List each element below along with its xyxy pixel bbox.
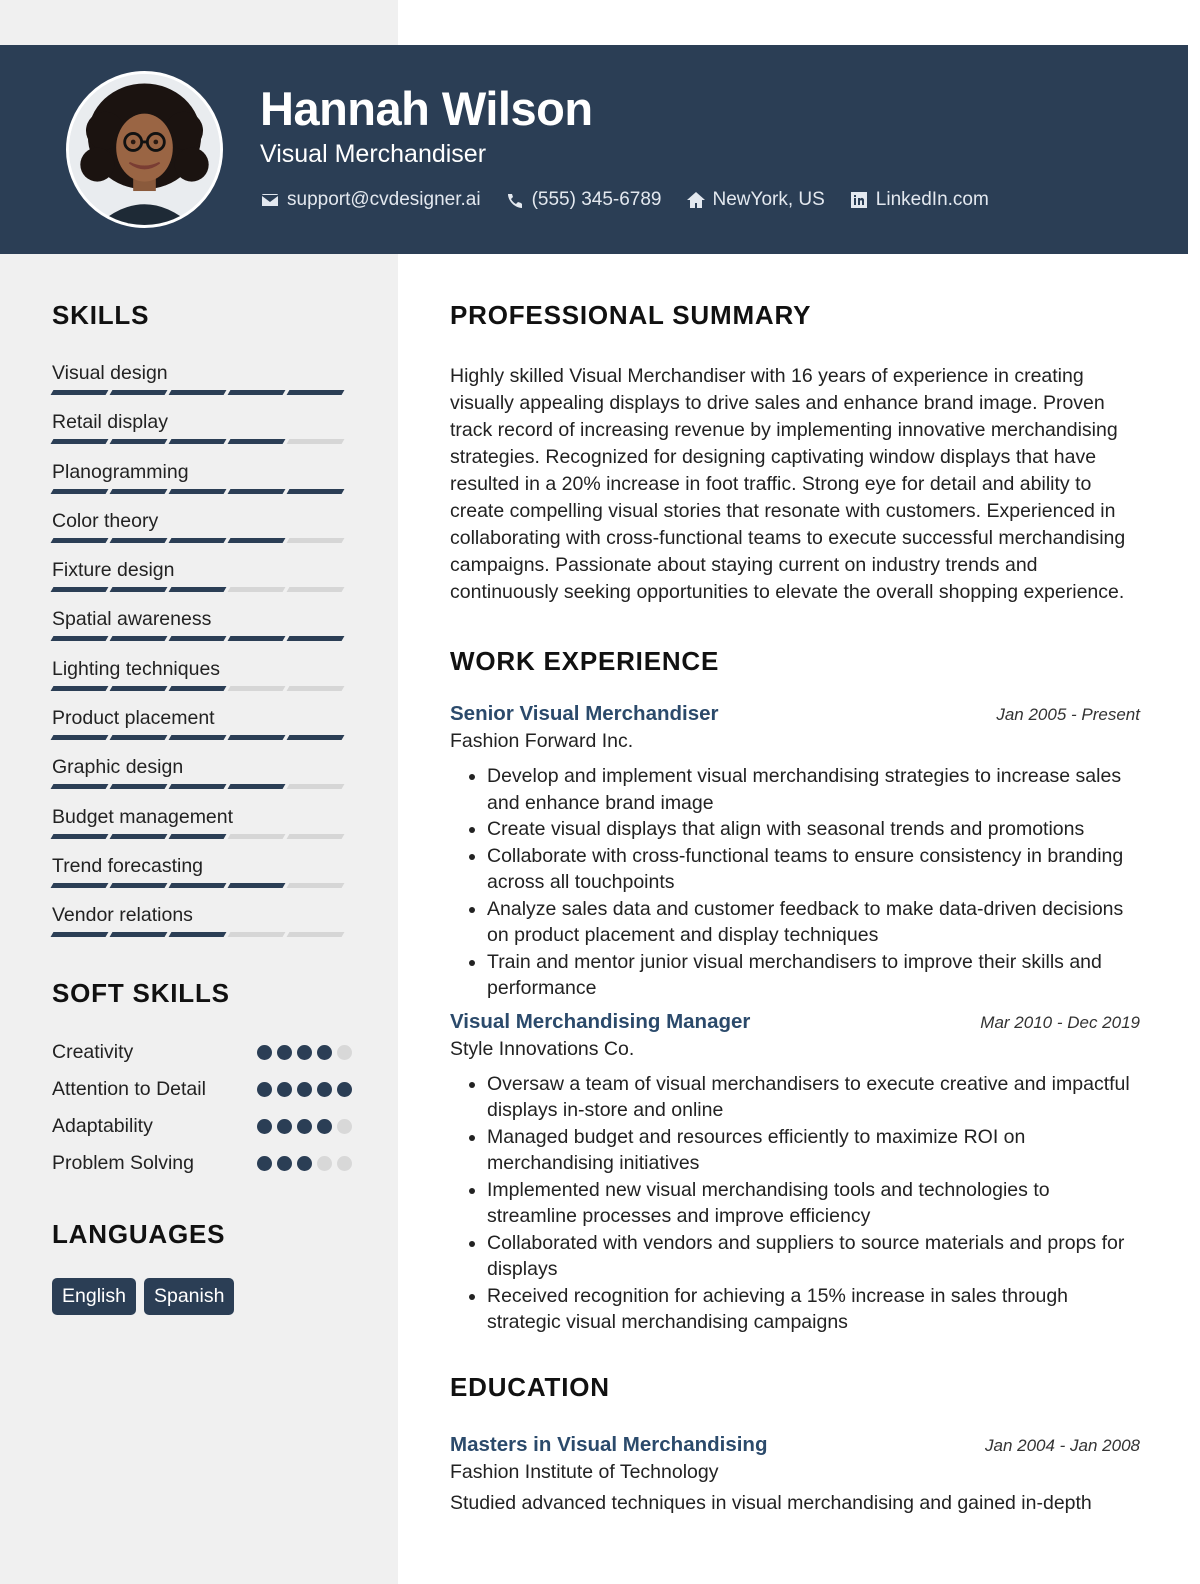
soft-skills-list bbox=[52, 1039, 352, 1176]
contact-linkedin[interactable] bbox=[849, 189, 989, 211]
skill-level-bar bbox=[52, 587, 352, 592]
skill-level-bar bbox=[52, 636, 352, 641]
linkedin-icon bbox=[849, 190, 869, 210]
job-header bbox=[450, 702, 1140, 726]
rating-dot-filled bbox=[277, 1156, 292, 1171]
skill-name: Trend forecasting bbox=[52, 854, 204, 877]
skill-name: Planogramming bbox=[52, 460, 189, 483]
skill-level-segment-filled bbox=[287, 636, 345, 641]
education-dates: Jan 2004 - Jan 2008 bbox=[984, 1435, 1140, 1455]
skill-name: Vendor relations bbox=[52, 904, 193, 927]
skill-level-segment-filled bbox=[228, 735, 286, 740]
rating-dot-filled bbox=[317, 1045, 332, 1060]
skill-name: Graphic design bbox=[52, 756, 184, 779]
skill-level-bar bbox=[52, 834, 352, 839]
contact-row bbox=[260, 189, 989, 211]
skill-level-segment-filled bbox=[110, 439, 168, 444]
job-entry bbox=[450, 1010, 1140, 1336]
skill-level-segment-empty bbox=[287, 932, 345, 937]
skill-level-segment-filled bbox=[51, 489, 109, 494]
skill-name: Budget management bbox=[52, 805, 234, 828]
skill-level-segment-filled bbox=[51, 686, 109, 691]
job-bullet: • Managed budget and resources efficiently to maximize ROI on merchandising initiatives bbox=[487, 1124, 1140, 1177]
skill-level-segment-empty bbox=[228, 932, 286, 937]
linkedin-text: LinkedIn.com bbox=[875, 189, 989, 210]
skill-level-segment-filled bbox=[51, 784, 109, 789]
soft-skill-name: Adaptability bbox=[52, 1114, 153, 1137]
skill-level-segment-filled bbox=[169, 834, 227, 839]
skill-level-segment-filled bbox=[51, 587, 109, 592]
skill-level-segment-filled bbox=[169, 439, 227, 444]
education-school: Fashion Institute of Technology bbox=[450, 1460, 719, 1483]
rating-dot-filled bbox=[317, 1119, 332, 1134]
job-entry bbox=[450, 702, 1140, 1002]
skill-level-segment-empty bbox=[287, 686, 345, 691]
skill-level-segment-filled bbox=[169, 932, 227, 937]
skill-level-bar bbox=[52, 735, 352, 740]
skill-name: Fixture design bbox=[52, 559, 175, 582]
summary-text: Highly skilled Visual Merchandiser with 16 years of experience in creating visually appealing displays to drive sales and enhance brand image. Proven track record of increasing revenue by implementing innovative merchandising strategies. Recognized for designing captivating window displays that have resulted in a 20% increase in foot traffic. Strong eye for detail and ability to create compelling visual stories that resonate with customers. Experienced in collaborating with cross-functional teams to execute successful merchandising campaigns. Passionate about staying current on industry trends and continuously seeking opportunities to elevate the overall shopping experience. bbox=[450, 365, 1126, 603]
rating-dot-filled bbox=[257, 1156, 272, 1171]
skill-item bbox=[52, 509, 352, 558]
skill-level-bar bbox=[52, 439, 352, 444]
skill-item bbox=[52, 755, 352, 804]
rating-dot-empty bbox=[317, 1156, 332, 1171]
job-bullet: • Oversaw a team of visual merchandisers to execute creative and impactful displays in-store and online bbox=[487, 1071, 1140, 1124]
job-bullets bbox=[450, 763, 1140, 1002]
skill-name: Spatial awareness bbox=[52, 608, 212, 631]
rating-dot-empty bbox=[337, 1119, 352, 1134]
phone-text: (555) 345-6789 bbox=[531, 189, 662, 210]
skill-level-segment-filled bbox=[169, 784, 227, 789]
skill-level-bar bbox=[52, 883, 352, 888]
contact-location bbox=[686, 189, 825, 211]
phone-icon bbox=[505, 190, 525, 210]
rating-dot-filled bbox=[277, 1082, 292, 1097]
rating-dot-filled bbox=[277, 1119, 292, 1134]
job-dates: Mar 2010 - Dec 2019 bbox=[980, 1012, 1140, 1032]
skill-level-segment-filled bbox=[287, 735, 345, 740]
rating-dot-filled bbox=[257, 1082, 272, 1097]
main-content bbox=[450, 300, 1140, 1517]
soft-skill-rating bbox=[257, 1119, 352, 1134]
skill-item bbox=[52, 558, 352, 607]
skill-name: Retail display bbox=[52, 411, 168, 434]
rating-dot-filled bbox=[297, 1156, 312, 1171]
languages-list bbox=[52, 1278, 352, 1315]
skill-level-segment-empty bbox=[228, 686, 286, 691]
candidate-name: Hannah Wilson bbox=[260, 82, 593, 135]
soft-skill-item bbox=[52, 1113, 352, 1139]
experience-heading: WORK EXPERIENCE bbox=[450, 646, 720, 676]
skill-item bbox=[52, 607, 352, 656]
skill-level-segment-filled bbox=[51, 932, 109, 937]
sidebar bbox=[52, 300, 352, 1315]
skill-level-segment-filled bbox=[287, 489, 345, 494]
rating-dot-filled bbox=[297, 1082, 312, 1097]
skill-item bbox=[52, 706, 352, 755]
rating-dot-filled bbox=[297, 1045, 312, 1060]
email-text: support@cvdesigner.ai bbox=[287, 189, 481, 210]
skill-level-segment-filled bbox=[51, 636, 109, 641]
education-header bbox=[450, 1433, 1140, 1457]
job-company: Style Innovations Co. bbox=[450, 1037, 635, 1060]
skill-level-segment-filled bbox=[110, 390, 168, 395]
skill-item bbox=[52, 657, 352, 706]
contact-email[interactable] bbox=[260, 189, 481, 211]
skill-item bbox=[52, 903, 352, 952]
language-badge: English bbox=[52, 1278, 136, 1315]
profile-photo bbox=[69, 74, 220, 225]
avatar bbox=[66, 71, 223, 228]
skill-level-segment-filled bbox=[110, 883, 168, 888]
job-header bbox=[450, 1010, 1140, 1034]
education-entry bbox=[450, 1433, 1140, 1517]
skills-heading: SKILLS bbox=[52, 300, 150, 330]
rating-dot-filled bbox=[257, 1119, 272, 1134]
education-list bbox=[450, 1433, 1140, 1517]
job-bullet: • Analyze sales data and customer feedback to make data-driven decisions on product placement and display techniques bbox=[487, 896, 1140, 949]
skill-level-bar bbox=[52, 784, 352, 789]
job-bullet: • Collaborate with cross-functional teams to ensure consistency in branding across all touchpoints bbox=[487, 843, 1140, 896]
skill-level-segment-filled bbox=[228, 489, 286, 494]
skill-level-segment-filled bbox=[110, 834, 168, 839]
education-description: Studied advanced techniques in visual merchandising and gained in-depth bbox=[450, 1491, 1092, 1514]
skill-level-segment-filled bbox=[228, 784, 286, 789]
skill-level-segment-filled bbox=[110, 932, 168, 937]
job-role: Visual Merchandising Manager bbox=[450, 1009, 751, 1033]
skill-level-segment-empty bbox=[287, 538, 345, 543]
skill-level-bar bbox=[52, 686, 352, 691]
education-heading: EDUCATION bbox=[450, 1371, 610, 1402]
skill-level-segment-empty bbox=[287, 439, 345, 444]
skill-level-segment-filled bbox=[287, 390, 345, 395]
skill-level-segment-filled bbox=[51, 883, 109, 888]
soft-skill-rating bbox=[257, 1156, 352, 1171]
rating-dot-filled bbox=[337, 1082, 352, 1097]
skill-item bbox=[52, 854, 352, 903]
skill-level-segment-filled bbox=[51, 834, 109, 839]
skill-level-segment-filled bbox=[169, 686, 227, 691]
job-dates: Jan 2005 - Present bbox=[996, 705, 1140, 724]
skill-level-segment-filled bbox=[51, 439, 109, 444]
candidate-title: Visual Merchandiser bbox=[260, 140, 487, 168]
skill-level-segment-filled bbox=[110, 735, 168, 740]
skill-level-segment-filled bbox=[228, 538, 286, 543]
skill-level-segment-empty bbox=[228, 834, 286, 839]
skill-item bbox=[52, 460, 352, 509]
job-company: Fashion Forward Inc. bbox=[450, 730, 634, 752]
soft-skill-name: Attention to Detail bbox=[52, 1077, 206, 1100]
job-bullet: • Develop and implement visual merchandising strategies to increase sales and enhance brand image bbox=[487, 763, 1140, 816]
skill-level-segment-filled bbox=[110, 587, 168, 592]
job-bullet: • Collaborated with vendors and suppliers to source materials and props for displays bbox=[487, 1230, 1140, 1283]
rating-dot-filled bbox=[257, 1045, 272, 1060]
skill-level-segment-filled bbox=[228, 636, 286, 641]
rating-dot-filled bbox=[297, 1119, 312, 1134]
skill-item bbox=[52, 805, 352, 854]
skill-level-segment-filled bbox=[169, 538, 227, 543]
skill-level-segment-filled bbox=[110, 686, 168, 691]
skill-name: Color theory bbox=[52, 509, 159, 532]
skill-level-segment-filled bbox=[169, 636, 227, 641]
skill-level-segment-empty bbox=[287, 587, 345, 592]
job-bullet: • Train and mentor junior visual merchandisers to improve their skills and performance bbox=[487, 949, 1140, 1002]
job-bullet: • Received recognition for achieving a 15% increase in sales through strategic visual merchandising campaigns bbox=[487, 1283, 1140, 1336]
rating-dot-filled bbox=[277, 1045, 292, 1060]
soft-skills-heading: SOFT SKILLS bbox=[52, 977, 230, 1008]
rating-dot-empty bbox=[337, 1156, 352, 1171]
languages-heading: LANGUAGES bbox=[52, 1218, 226, 1249]
soft-skill-item bbox=[52, 1039, 352, 1065]
skill-level-bar bbox=[52, 390, 352, 395]
skill-item bbox=[52, 410, 352, 459]
skill-level-segment-filled bbox=[228, 439, 286, 444]
skills-list bbox=[52, 361, 352, 953]
skill-level-bar bbox=[52, 932, 352, 937]
soft-skill-name: Problem Solving bbox=[52, 1151, 194, 1174]
job-bullets bbox=[450, 1071, 1140, 1336]
skill-level-segment-filled bbox=[169, 735, 227, 740]
skill-name: Visual design bbox=[52, 362, 168, 384]
experience-list bbox=[450, 702, 1140, 1336]
rating-dot-filled bbox=[317, 1082, 332, 1097]
job-bullet: • Create visual displays that align with seasonal trends and promotions bbox=[487, 816, 1140, 843]
skill-level-segment-empty bbox=[287, 784, 345, 789]
job-role: Senior Visual Merchandiser bbox=[450, 702, 719, 725]
skill-level-segment-filled bbox=[110, 636, 168, 641]
skill-level-segment-filled bbox=[169, 883, 227, 888]
skill-level-segment-empty bbox=[287, 834, 345, 839]
rating-dot-empty bbox=[337, 1045, 352, 1060]
skill-level-segment-filled bbox=[51, 390, 109, 395]
soft-skill-item bbox=[52, 1076, 352, 1102]
skill-level-segment-filled bbox=[169, 390, 227, 395]
contact-phone[interactable] bbox=[505, 189, 662, 211]
soft-skill-rating bbox=[257, 1045, 352, 1060]
skill-level-segment-filled bbox=[110, 784, 168, 789]
job-bullet: • Implemented new visual merchandising tools and technologies to streamline processes and improve efficiency bbox=[487, 1177, 1140, 1230]
home-icon bbox=[686, 190, 706, 210]
resume-header bbox=[0, 45, 1188, 254]
skill-level-segment-empty bbox=[287, 883, 345, 888]
education-degree: Masters in Visual Merchandising bbox=[450, 1432, 768, 1456]
skill-level-segment-filled bbox=[228, 883, 286, 888]
envelope-icon bbox=[260, 190, 280, 210]
soft-skill-rating bbox=[257, 1082, 352, 1097]
skill-level-bar bbox=[52, 538, 352, 543]
language-badge: Spanish bbox=[144, 1278, 234, 1315]
skill-level-segment-filled bbox=[228, 390, 286, 395]
skill-level-segment-filled bbox=[51, 538, 109, 543]
skill-level-segment-filled bbox=[169, 587, 227, 592]
skill-level-segment-filled bbox=[110, 489, 168, 494]
soft-skill-name: Creativity bbox=[52, 1040, 134, 1063]
skill-level-segment-filled bbox=[51, 735, 109, 740]
skill-item bbox=[52, 361, 352, 410]
summary-heading: PROFESSIONAL SUMMARY bbox=[450, 300, 812, 330]
location-text: NewYork, US bbox=[712, 189, 825, 210]
skill-level-segment-filled bbox=[110, 538, 168, 543]
soft-skill-item bbox=[52, 1150, 352, 1176]
skill-level-segment-filled bbox=[169, 489, 227, 494]
skill-name: Product placement bbox=[52, 707, 215, 730]
skill-level-segment-empty bbox=[228, 587, 286, 592]
skill-name: Lighting techniques bbox=[52, 657, 221, 680]
skill-level-bar bbox=[52, 489, 352, 494]
